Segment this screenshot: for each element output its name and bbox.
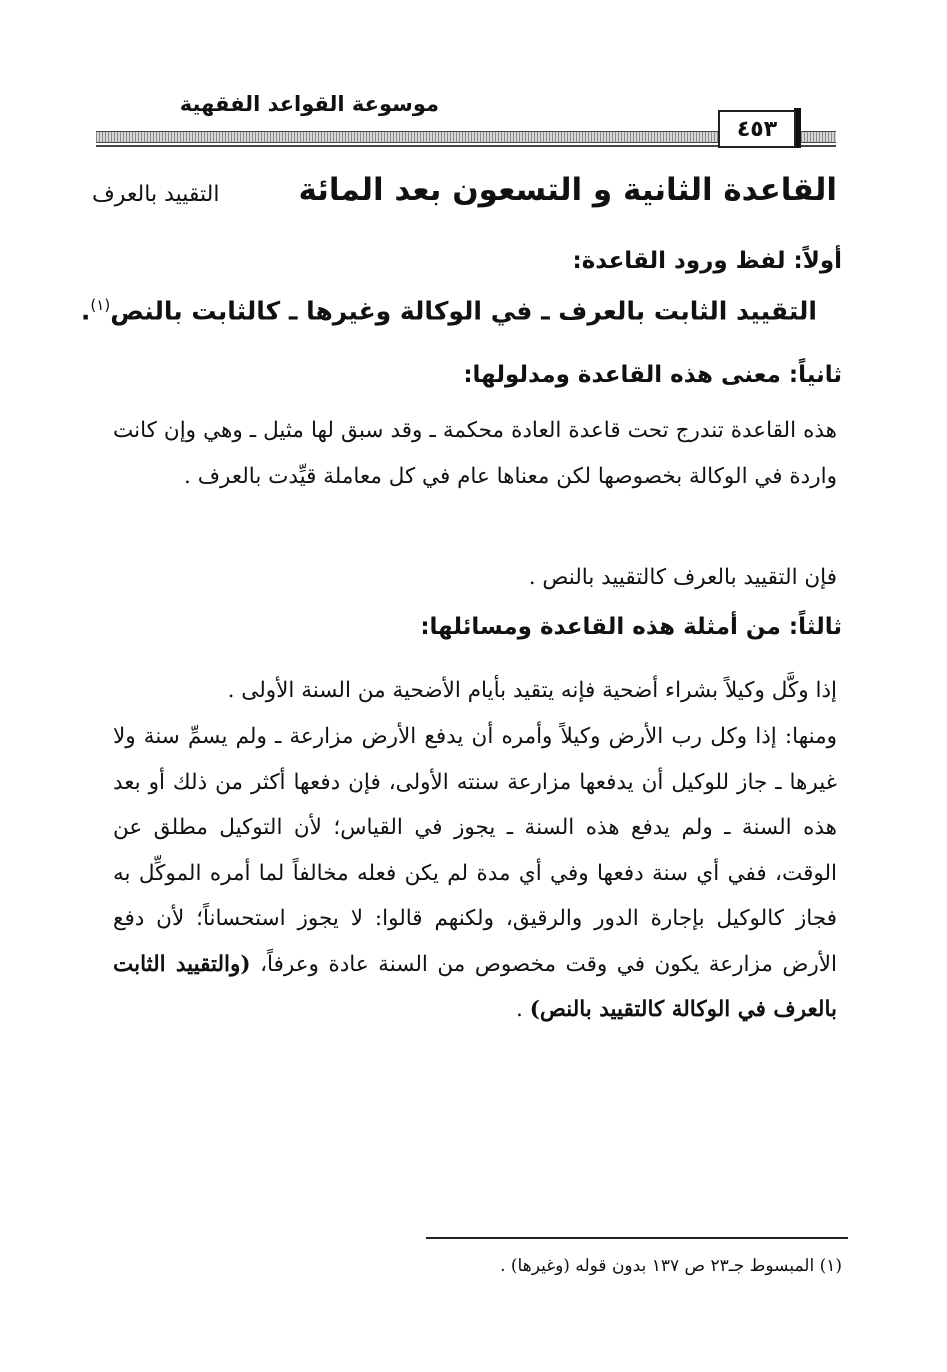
section3-paragraph2-text: ومنها: إذا وكل رب الأرض وكيلاً وأمره أن يدفع الأرض مزارعة ـ ولم يسمِّ سنة ولا غيرها ـ جاز للوكيل أن يدفعها مزارعة سنته الأولى، فإن دفعها أكثر من ذلك أو بعد هذه السنة ـ ولم يدفع هذه السنة ـ يجوز في القياس؛ لأن التوكيل مطلق عن الوقت، ففي أي سنة دفعها وفي أي مدة لم يكن فعله مخالفاً لما أمره الموكِّل به فجاز كالوكيل بإجارة الدور والرقيق، ولكنهم قالوا: لا يجوز استحساناً؛ لأن دفع الأرض مزارعة يكون في وقت مخصوص من السنة عادة وعرفاً،	[113, 724, 837, 977]
footnote-ref: (١)	[90, 296, 111, 314]
section2-heading: ثانياً: معنى هذه القاعدة ومدلولها:	[463, 362, 842, 388]
section3-paragraph1: إذا وكَّل وكيلاً بشراء أضحية فإنه يتقيد بأيام الأضحية من السنة الأولى .	[227, 678, 837, 703]
rule-statement-text: التقييد الثابت بالعرف ـ في الوكالة وغيرها ـ كالثابت بالنص	[110, 296, 817, 326]
running-title: موسوعة القواعد الفقهية	[179, 92, 439, 116]
page-number: ٤٥٣	[718, 110, 796, 148]
section3-heading: ثالثاً: من أمثلة هذه القاعدة ومسائلها:	[420, 614, 842, 640]
rule-heading: القاعدة الثانية و التسعون بعد المائة	[298, 172, 837, 208]
footnote: (١) المبسوط جـ٢٣ ص ١٣٧ بدون قوله (وغيرها) .	[500, 1256, 842, 1276]
side-heading: التقييد بالعرف	[92, 182, 220, 207]
section2-paragraph2: فإن التقييد بالعرف كالتقييد بالنص .	[528, 565, 837, 590]
section3-paragraph2-end: .	[516, 997, 530, 1022]
rule-statement	[81, 296, 817, 325]
rule-statement-end: .	[80, 296, 91, 326]
section3-paragraph2-quote: (والتقييد الثابت بالعرف في الوكالة كالتقييد بالنص)	[113, 951, 837, 1022]
footnote-rule	[426, 1237, 848, 1239]
section1-heading: أولاً: لفظ ورود القاعدة:	[572, 248, 842, 274]
section3-paragraph2	[113, 714, 837, 1033]
section2-paragraph1: هذه القاعدة تندرج تحت قاعدة العادة محكمة ـ وقد سبق لها مثيل ـ وهي وإن كانت واردة في الوكالة بخصوصها لكن معناها عام في كل معاملة قيِّدت بالعرف .	[113, 418, 837, 489]
